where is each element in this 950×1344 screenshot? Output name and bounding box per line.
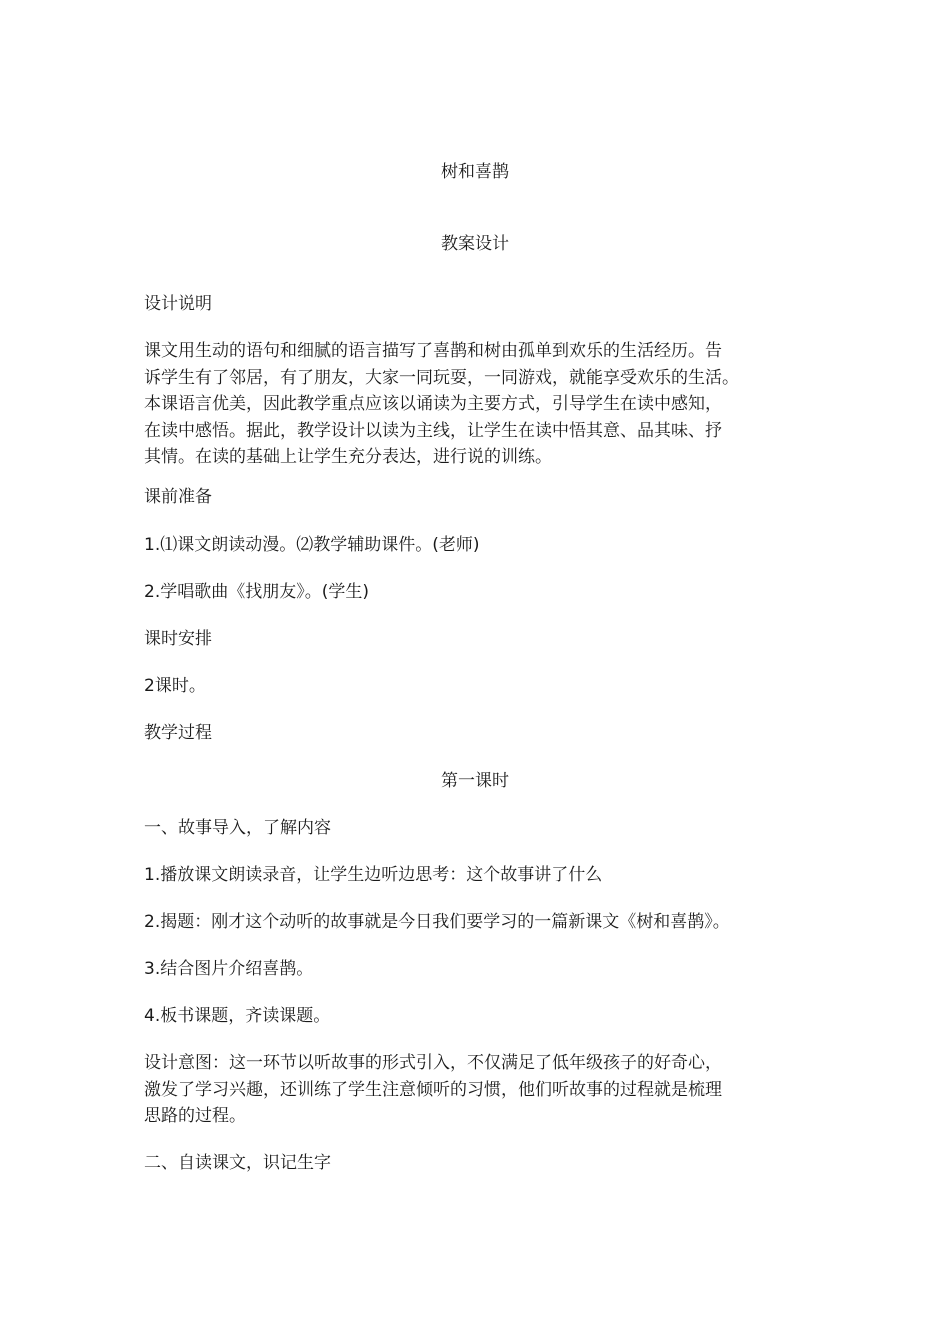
design-heading: 设计说明 [144,294,212,314]
lesson-title: 第一课时 [441,771,509,791]
prep-heading: 课前准备 [144,487,212,507]
intent-paragraph [144,1050,824,1130]
intent-paragraph-line: 设计意图：这一环节以听故事的形式引入，不仅满足了低年级孩子的好奇心， [144,1053,722,1073]
schedule-value: 2课时。 [144,676,206,696]
intent-paragraph-line: 激发了学习兴趣，还训练了学生注意倾听的习惯，他们听故事的过程就是梳理 [144,1079,722,1100]
doc-title: 树和喜鹊 [441,162,509,182]
section-heading-2: 二、自读课文，识记生字 [144,1153,331,1173]
step-item-2: 2.揭题：刚才这个动听的故事就是今日我们要学习的一篇新课文《树和喜鹊》。 [144,912,730,932]
design-paragraph-line: 诉学生有了邻居，有了朋友，大家一同玩耍，一同游戏，就能享受欢乐的生活。 [144,367,739,388]
step-item-1: 1.播放课文朗读录音，让学生边听边思考：这个故事讲了什么 [144,865,603,885]
step-item-4: 4.板书课题，齐读课题。 [144,1006,331,1026]
section-heading-1: 一、故事导入，了解内容 [144,818,331,838]
design-paragraph-line: 本课语言优美，因此教学重点应该以诵读为主要方式，引导学生在读中感知， [144,394,722,414]
prep-item-1: 1.⑴课文朗读动漫。⑵教学辅助课件。(老师) [144,535,480,555]
process-heading: 教学过程 [144,723,212,743]
intent-paragraph-line: 思路的过程。 [144,1106,246,1126]
design-paragraph-line: 课文用生动的语句和细腻的语言描写了喜鹊和树由孤单到欢乐的生活经历。告 [144,341,722,361]
design-paragraph-line: 其情。在读的基础上让学生充分表达，进行说的训练。 [144,447,552,467]
step-item-3: 3.结合图片介绍喜鹊。 [144,959,314,979]
prep-item-2: 2.学唱歌曲《找朋友》。(学生) [144,582,369,602]
schedule-heading: 课时安排 [144,629,212,649]
design-paragraph-line: 在读中感悟。据此，教学设计以读为主线，让学生在读中悟其意、品其味、抒 [144,420,722,441]
design-paragraph [144,338,824,471]
doc-subtitle: 教案设计 [441,234,509,254]
